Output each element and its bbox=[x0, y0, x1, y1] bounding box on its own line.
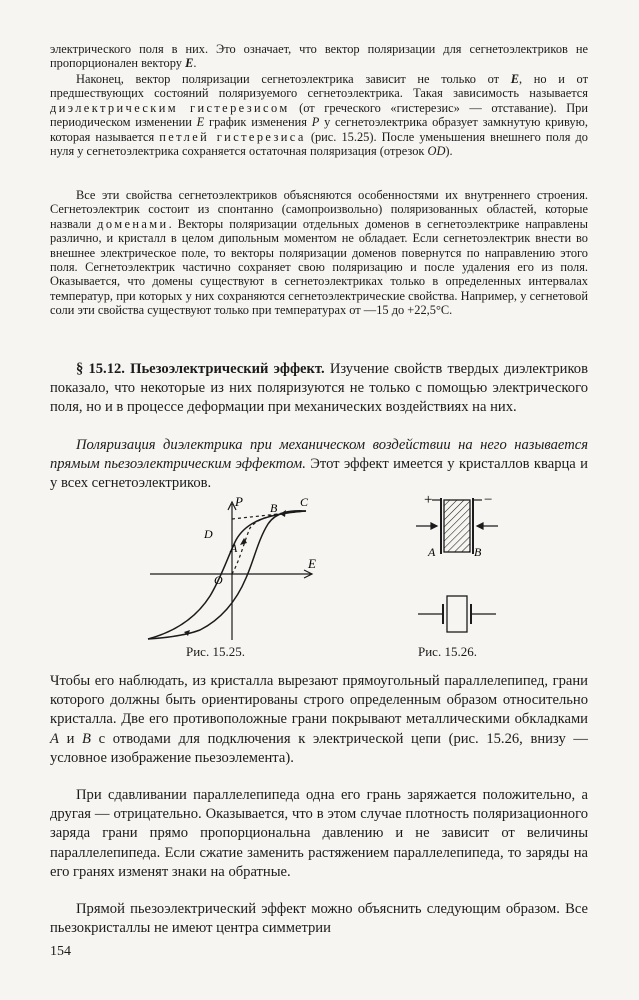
label-d: D bbox=[204, 527, 213, 541]
label-p: P bbox=[235, 494, 243, 509]
loop-upper-branch bbox=[148, 511, 306, 639]
label-b: B bbox=[270, 501, 278, 515]
paragraph-explanation: Прямой пьезоэлектрический эффект можно объяснить следующим образом. Все пьезокристаллы не имеют центра симметрии bbox=[50, 901, 588, 937]
paragraph-domains: Все эти свойства сегнетоэлектриков объясняются особенностями их внутреннего строения. Сегнетоэлектрик состоит из спонтанно (самопроизвольно) поляризованных областей, которые назвали доменами. Векторы поляризации отдельных доменов в сегнетоэлектрике направлены различно, и кристалл в целом дипольным моментом не обладает. Если сегнетоэлектрик внести во внешнее электрическое поле, то векторы поляризации доменов повернутся по направлению этого поля. Сегнетоэлектрик частично сохраняет свою поляризацию и после удаления его из поля. Оказывается, что домены существуют в сегнетоэлектриках только в определенных интервалах температур, при которых у них сохраняются сегнетоэлектрические свойства. Например, у сегнетовой соли эти свойства существуют только при температурах от —15 до +22,5°С. bbox=[50, 188, 588, 318]
label-e: E bbox=[308, 556, 316, 571]
plus-sign: + bbox=[424, 492, 433, 508]
caption-fig-15-25: Рис. 15.25. bbox=[186, 644, 245, 659]
label-c: C bbox=[300, 495, 309, 509]
piezo-element-figure bbox=[410, 490, 510, 640]
label-a: A bbox=[230, 541, 238, 555]
definition-paragraph: Поляризация диэлектрика при механическом воздействии на него называется прямым пьезоэлектрическим эффектом. Этот эффект имеется у кристаллов кварца и у всех сегнетоэлектриков. bbox=[50, 437, 588, 492]
section-heading: § 15.12. Пьезоэлектрический эффект. bbox=[76, 361, 325, 377]
hysteresis-loop-figure bbox=[140, 492, 330, 648]
arrow-upper bbox=[280, 510, 286, 517]
face-label-b: B bbox=[474, 545, 482, 559]
loop-lower-branch bbox=[148, 511, 306, 639]
minus-sign: − bbox=[484, 492, 493, 508]
paragraph-hysteresis: Наконец, вектор поляризации сегнетоэлектрика зависит не только от E, но и от предшествующих состояний поляризуемого сегнетоэлектрика. Такая зависимость называется диэлектрическим гистерезисом (от греческого «гистерезис» — отставание). При периодическом изменении E график изменения P у сегнетоэлектрика образует замкнутую кривую, которая называется петлей гистерезиса (рис. 15.25). После уменьшения внешнего поля до нуля у сегнетоэлектрика сохраняется остаточная поляризация (отрезок OD). bbox=[50, 72, 588, 159]
face-label-a: A bbox=[428, 545, 436, 559]
paragraph-observation: Чтобы его наблюдать, из кристалла вырезают прямоугольный параллелепипед, грани которого должны быть ориентированы строго определенным образом относительно кристалла. Две его противоположные грани покрывают металлическими обкладками A и B с отводами для подключения к электрической цепи (рис. 15.26, внизу — условное изображение пьезоэлемента). bbox=[50, 673, 588, 766]
section-paragraph: § 15.12. Пьезоэлектрический эффект. Изучение свойств твердых диэлектриков показало, что некоторые из них поляризуются не только с помощью электрического поля, но и в процессе деформации при механических воздействиях на них. bbox=[50, 361, 588, 416]
paragraph-compression: При сдавливании параллелепипеда одна его грань заряжается положительно, а другая — отрицательно. Оказывается, что в этом случае плотность поляризационного заряда грани прямо пропорциональна давлению и не зависит от величины параллелепипеда. Если сжатие заменить растяжением параллелепипеда, то заряды на его гранях изменят знаки на обратные. bbox=[50, 787, 588, 880]
virgin-curve bbox=[232, 512, 290, 574]
crystal-block bbox=[444, 500, 470, 552]
page-number: 154 bbox=[50, 944, 71, 959]
piezo-symbol bbox=[418, 596, 496, 632]
label-o: O bbox=[214, 573, 223, 587]
caption-fig-15-26: Рис. 15.26. bbox=[418, 644, 477, 659]
paragraph-top: электрического поля в них. Это означает, что вектор поляризации для сегнетоэлектриков не пропорционален вектору E. bbox=[50, 42, 588, 71]
